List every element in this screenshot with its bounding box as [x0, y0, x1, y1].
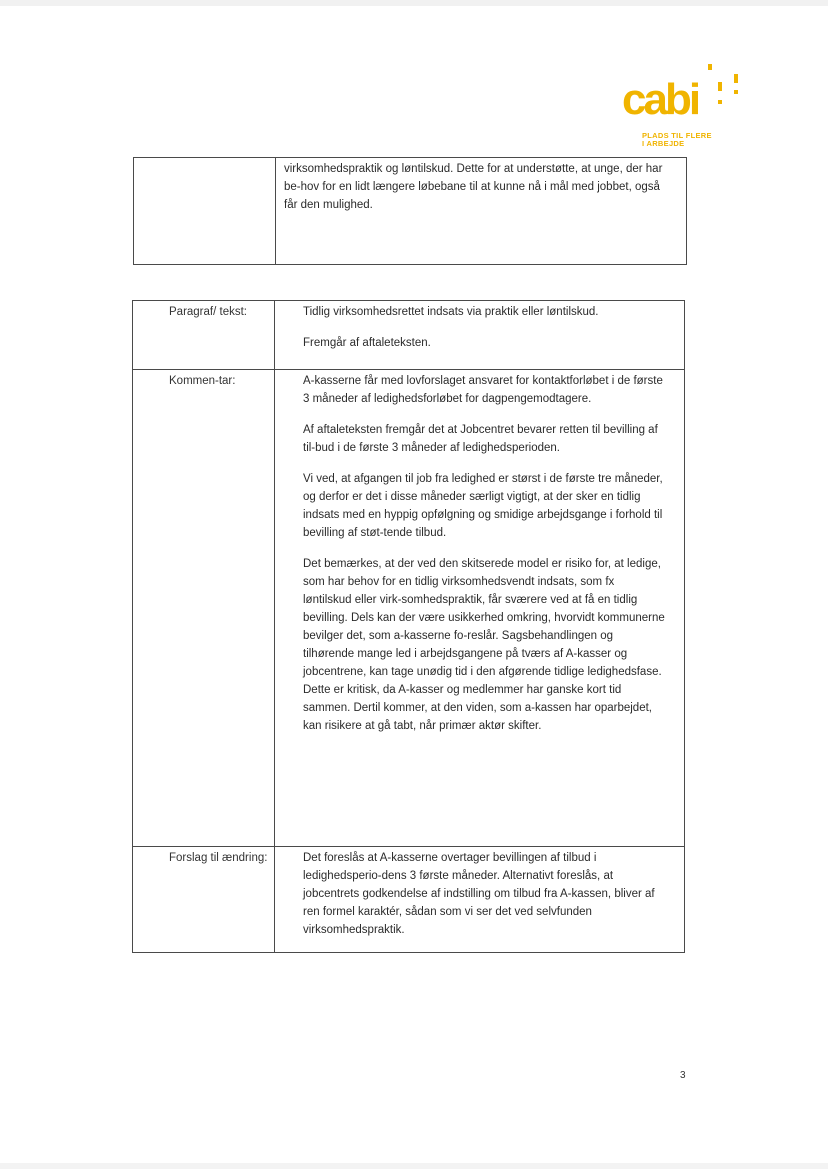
paragraph: Vi ved, at afgangen til job fra ledighed er størst i de første tre måneder, og derfor er det i disse måneder særligt vigtigt, at der sker en tidlig indsats med en hyppig opfølgning og smidige arbejdsgange i forhold til bevilling af støt-tende tilbud.	[303, 473, 663, 539]
row-label-kommentar: Kommen-tar:	[133, 370, 275, 847]
comment-table	[132, 300, 685, 953]
paragraph: Fremgår af aftaleteksten.	[303, 337, 431, 349]
cabi-logo	[620, 60, 750, 150]
scan-bottom-edge	[0, 1163, 828, 1169]
table-row-kommentar	[133, 370, 685, 847]
continued-content-cell	[276, 158, 687, 265]
continued-paragraph: virksomhedspraktik og løntilskud. Dette for at understøtte, at unge, der har be-hov for en lidt længere løbebane til at kunne nå i mål med jobbet, også får den mulighed.	[284, 163, 663, 211]
scan-top-edge	[0, 0, 828, 6]
row-content-kommentar	[275, 370, 685, 847]
table-row-forslag	[133, 847, 685, 953]
logo-tagline-line1: PLADS TIL FLERE	[642, 131, 712, 140]
paragraph: Det foreslås at A-kasserne overtager bevillingen af tilbud i ledighedsperio-dens 3 første måneder. Alternativt foreslås, at jobcentrets godkendelse af indstilling om tilbud fra A-kassen, bliver af ren formel karaktér, sådan som vi ser det ved selvfunden virksomhedspraktik.	[303, 852, 655, 936]
row-content-paragraf	[275, 301, 685, 370]
table-row-paragraf	[133, 301, 685, 370]
logo-tagline-line2: I ARBEJDE	[642, 139, 685, 148]
paragraph: A-kasserne får med lovforslaget ansvaret for kontaktforløbet i de første 3 måneder af ledighedsforløbet for dagpengemodtagere.	[303, 375, 663, 405]
logo-tagline	[642, 132, 712, 148]
paragraph: Tidlig virksomhedsrettet indsats via praktik eller løntilskud.	[303, 306, 599, 318]
paragraph: Af aftaleteksten fremgår det at Jobcentret bevarer retten til bevilling af til-bud i de første 3 måneder af ledighedsperioden.	[303, 424, 658, 454]
continued-label-cell	[134, 158, 276, 265]
row-content-forslag	[275, 847, 685, 953]
cabi-logo-mark	[620, 60, 750, 130]
row-label-paragraf: Paragraf/ tekst:	[133, 301, 275, 370]
svg-text:cabi: cabi	[622, 75, 699, 124]
paragraph: Det bemærkes, at der ved den skitserede model er risiko for, at ledige, som har behov for en tidlig virksomhedsvendt indsats, som fx løntilskud eller virk-somhedspraktik, får sværere ved at få en tidlig bevilling. Dels kan der være usikkerhed omkring, hvorvidt kommunerne bevilger det, som a-kasserne fo-reslår. Sagsbehandlingen og tilhørende mange led i arbejdsgangene på tværs af A-kasser og jobcentrene, kan tage unødig tid i den afgørende tidlige ledighedsfase. Dette er kritisk, da A-kasser og medlemmer har ganske kort tid sammen. Dertil kommer, at den viden, som a-kassen har oparbejdet, kan risikere at gå tabt, når primær aktør skifter.	[303, 558, 665, 732]
row-label-forslag: Forslag til ændring:	[133, 847, 275, 953]
page-number: 3	[680, 1070, 686, 1081]
continued-row	[134, 158, 687, 265]
continued-table	[133, 157, 687, 265]
